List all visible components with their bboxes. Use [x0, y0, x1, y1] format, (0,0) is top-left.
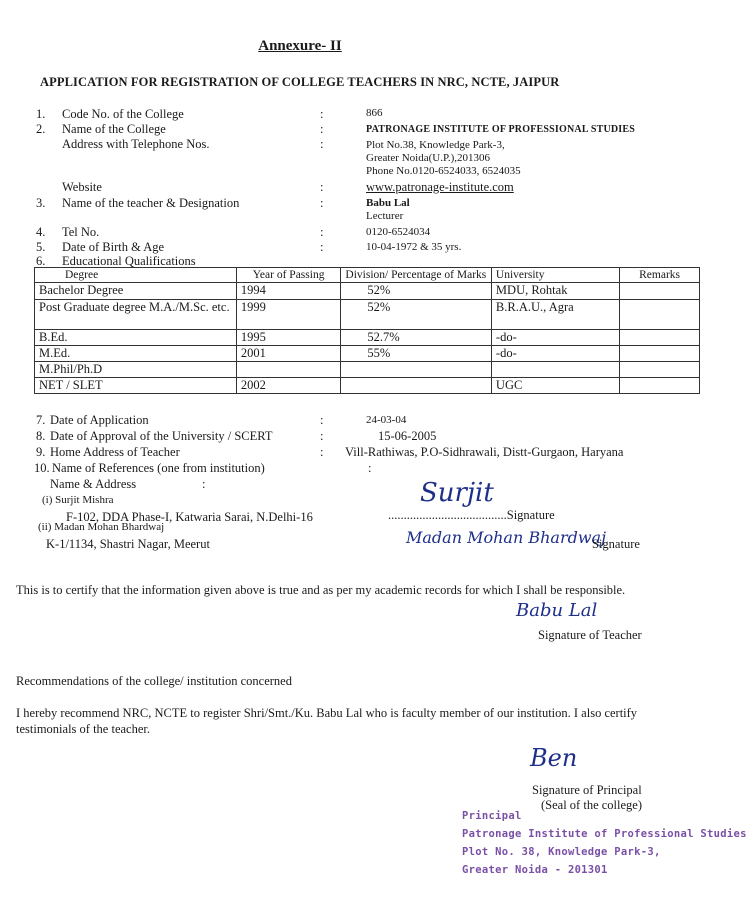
table-cell — [620, 346, 700, 362]
stamp-title: Principal — [462, 810, 522, 822]
table-cell: -do- — [491, 346, 619, 362]
dob-value: 10-04-1972 & 35 yrs. — [366, 241, 462, 253]
table-cell: 1999 — [236, 300, 341, 330]
principal-signature-label: Signature of Principal — [532, 783, 642, 797]
table-cell: M.Ed. — [35, 346, 237, 362]
colon: : — [320, 429, 324, 443]
principal-signature: Ben — [530, 744, 578, 772]
stamp-address-2: Greater Noida - 201301 — [462, 864, 608, 876]
website-label: Website — [62, 180, 102, 194]
field-number: 6. — [36, 254, 46, 268]
colon: : — [320, 225, 324, 239]
table-cell: 1994 — [236, 283, 341, 300]
table-header-row — [35, 268, 700, 283]
approval-date-label: Date of Approval of the University / SCERT — [50, 429, 273, 443]
reference-2-signature: Madan Mohan Bhardwaj — [406, 528, 607, 547]
table-cell — [620, 378, 700, 394]
field-number: 5. — [36, 240, 46, 254]
table-cell — [491, 362, 619, 378]
table-row — [35, 330, 700, 346]
reference-1-name: (i) Surjit Mishra — [42, 494, 114, 506]
table-row — [35, 283, 700, 300]
reference-2-name: (ii) Madan Mohan Bhardwaj — [38, 521, 165, 533]
field-number: 2. — [36, 122, 46, 136]
table-cell: 52% — [341, 300, 492, 330]
field-number: 7. — [36, 413, 46, 427]
colon: : — [202, 477, 206, 491]
recommendation-text: I hereby recommend NRC, NCTE to register Shri/Smt./Ku. Babu Lal who is faculty member of our institution. I also certify testimonials of the teacher. — [16, 706, 638, 736]
home-address-value: Vill-Rathiwas, P.O-Sidhrawali, Distt-Gurgaon, Haryana — [345, 445, 624, 459]
table-cell — [620, 300, 700, 330]
website-link[interactable]: www.patronage-institute.com — [366, 180, 514, 194]
tel-value: 0120-6524034 — [366, 226, 431, 238]
table-row — [35, 362, 700, 378]
address-label: Address with Telephone Nos. — [62, 137, 210, 151]
table-header-cell: University — [491, 268, 619, 283]
colon: : — [320, 413, 324, 427]
table-header-cell: Year of Passing — [236, 268, 341, 283]
reference-2-address: K-1/1134, Shastri Nagar, Meerut — [46, 537, 210, 551]
field-number: 10. — [34, 461, 50, 475]
seal-label: (Seal of the college) — [541, 798, 642, 812]
table-cell — [620, 362, 700, 378]
college-name-value: PATRONAGE INSTITUTE OF PROFESSIONAL STUDIES — [366, 124, 636, 135]
table-cell — [620, 330, 700, 346]
colon: : — [320, 196, 324, 210]
college-code-value: 866 — [366, 107, 383, 119]
colon: : — [368, 461, 372, 475]
table-cell: Post Graduate degree M.A./M.Sc. etc. — [35, 300, 237, 330]
reference-2-signature-line: Signature — [592, 537, 640, 551]
table-row — [35, 300, 700, 330]
application-date-label: Date of Application — [50, 413, 149, 427]
field-number: 3. — [36, 196, 46, 210]
education-label: Educational Qualifications — [62, 254, 196, 268]
application-date-value: 24-03-04 — [366, 414, 407, 426]
teacher-designation-value: Lecturer — [366, 210, 404, 222]
reference-1-signature-line: ......................................Signature — [388, 508, 555, 522]
table-cell: 52.7% — [341, 330, 492, 346]
table-cell: B.Ed. — [35, 330, 237, 346]
recommendation-heading: Recommendations of the college/ institution concerned — [16, 674, 292, 688]
colon: : — [320, 137, 324, 151]
table-cell — [341, 362, 492, 378]
table-cell: 55% — [341, 346, 492, 362]
college-code-label: Code No. of the College — [62, 107, 184, 121]
home-address-label: Home Address of Teacher — [50, 445, 180, 459]
table-header-cell: Remarks — [620, 268, 700, 283]
teacher-signature: Babu Lal — [516, 600, 598, 621]
table-cell: MDU, Rohtak — [491, 283, 619, 300]
table-cell: 52% — [341, 283, 492, 300]
table-cell: 2001 — [236, 346, 341, 362]
teacher-signature-label: Signature of Teacher — [538, 628, 642, 642]
colon: : — [320, 180, 324, 194]
reference-1-address: F-102, DDA Phase-I, Katwaria Sarai, N.Delhi-16 — [66, 510, 313, 524]
table-cell: UGC — [491, 378, 619, 394]
table-cell: 2002 — [236, 378, 341, 394]
form-heading: APPLICATION FOR REGISTRATION OF COLLEGE TEACHERS IN NRC, NCTE, JAIPUR — [40, 75, 560, 89]
colon: : — [320, 107, 324, 121]
college-name-label: Name of the College — [62, 122, 166, 136]
colon: : — [320, 240, 324, 254]
table-cell — [236, 362, 341, 378]
stamp-institute: Patronage Institute of Professional Studies — [462, 828, 747, 840]
address-line-1: Plot No.38, Knowledge Park-3, — [366, 139, 505, 151]
education-table — [34, 267, 700, 394]
table-cell: 1995 — [236, 330, 341, 346]
table-row — [35, 346, 700, 362]
teacher-name-label: Name of the teacher & Designation — [62, 196, 240, 210]
teacher-name-value: Babu Lal — [366, 197, 410, 209]
approval-date-value: 15-06-2005 — [378, 429, 437, 443]
field-number: 1. — [36, 107, 46, 121]
table-cell: B.R.A.U., Agra — [491, 300, 619, 330]
reference-1-signature: Surjit — [420, 478, 494, 508]
address-line-2: Greater Noida(U.P.),201306 — [366, 152, 491, 164]
table-cell: NET / SLET — [35, 378, 237, 394]
table-cell — [620, 283, 700, 300]
table-cell: -do- — [491, 330, 619, 346]
table-header-cell: Degree — [35, 268, 237, 283]
dob-label: Date of Birth & Age — [62, 240, 165, 254]
references-label: Name of References (one from institution) — [52, 461, 265, 475]
name-address-label: Name & Address — [50, 477, 137, 491]
field-number: 9. — [36, 445, 46, 459]
address-line-3: Phone No.0120-6524033, 6524035 — [366, 165, 521, 177]
table-cell: M.Phil/Ph.D — [35, 362, 237, 378]
stamp-address-1: Plot No. 38, Knowledge Park-3, — [462, 846, 661, 858]
tel-label: Tel No. — [62, 225, 100, 239]
page-title: Annexure- II — [258, 38, 342, 54]
colon: : — [320, 122, 324, 136]
table-header-cell: Division/ Percentage of Marks — [341, 268, 492, 283]
colon: : — [320, 445, 324, 459]
table-row — [35, 378, 700, 394]
field-number: 8. — [36, 429, 46, 443]
table-cell — [341, 378, 492, 394]
certification-text: This is to certify that the information given above is true and as per my academic records for which I shall be responsible. — [16, 583, 626, 597]
table-cell: Bachelor Degree — [35, 283, 237, 300]
field-number: 4. — [36, 225, 46, 239]
